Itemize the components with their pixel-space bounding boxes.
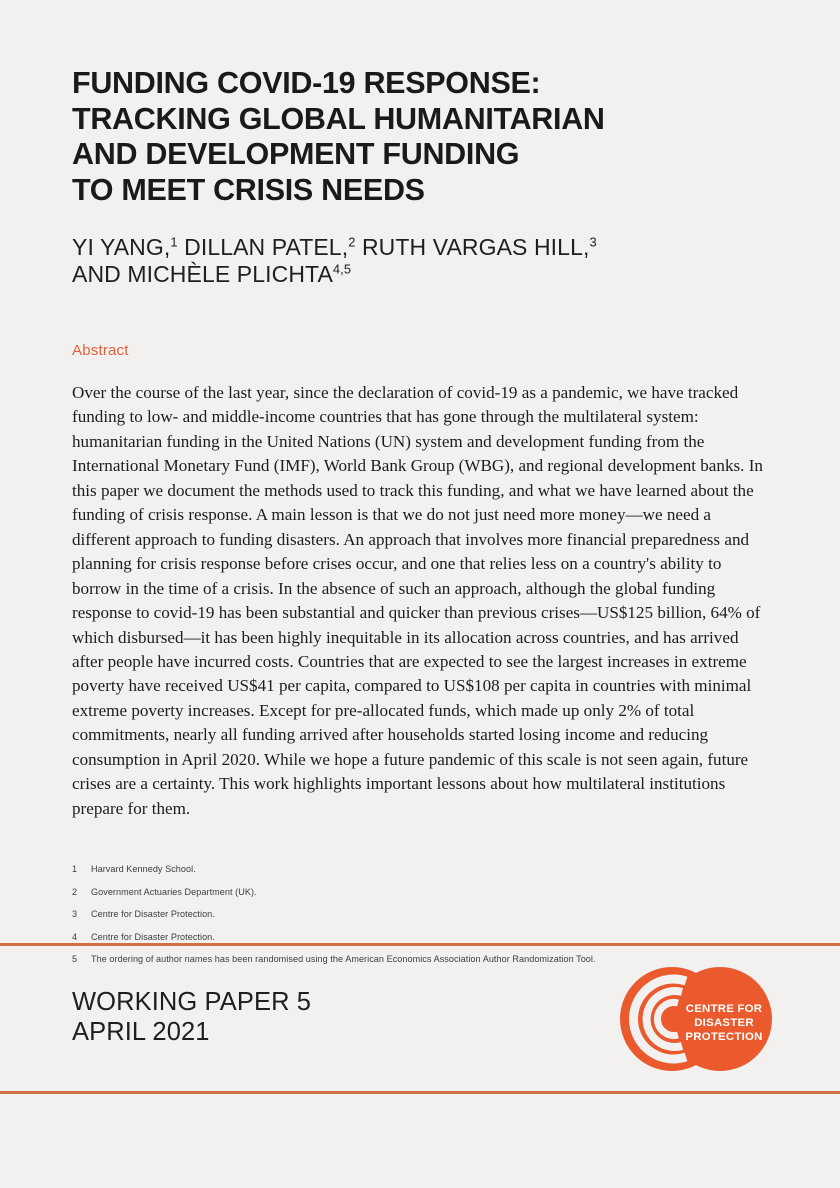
logo-text-line-3: PROTECTION <box>685 1030 763 1043</box>
logo-svg <box>620 967 772 1071</box>
centre-for-disaster-protection-logo <box>620 967 772 1071</box>
footnote-number: 1 <box>72 864 78 875</box>
working-paper-number: 5 <box>296 987 312 1016</box>
footnote-item <box>72 908 768 920</box>
author-footnote-ref-3: 3 <box>589 234 597 250</box>
author-footnote-ref-45: 4,5 <box>332 261 352 277</box>
author-name-4: AND MICHÈLE PLICHTA <box>72 261 333 287</box>
footnote-text: The ordering of author names has been randomised using the American Economics Association Author Randomization Tool. <box>91 954 596 965</box>
page-footer <box>0 946 840 1091</box>
abstract-heading: Abstract <box>72 342 129 359</box>
divider-bottom <box>0 1091 840 1094</box>
title-line-1: FUNDING COVID-19 RESPONSE: <box>72 66 541 100</box>
footnote-item <box>72 931 768 943</box>
footnote-text: Government Actuaries Department (UK). <box>91 886 257 897</box>
title-line-4: TO MEET CRISIS NEEDS <box>72 172 425 207</box>
title-line-2: TRACKING GLOBAL HUMANITARIAN <box>72 101 605 136</box>
footnote-number: 3 <box>72 909 78 920</box>
working-paper-label: WORKING PAPER <box>72 987 297 1016</box>
author-footnote-ref-1: 1 <box>170 234 178 250</box>
author-list <box>72 208 712 288</box>
logo-text-line-2: DISASTER <box>694 1016 754 1029</box>
footnote-text: Centre for Disaster Protection. <box>91 931 215 942</box>
author-name-1: YI YANG, <box>72 234 171 260</box>
footnote-text: Centre for Disaster Protection. <box>91 909 215 920</box>
author-name-3: RUTH VARGAS HILL, <box>355 234 590 260</box>
author-name-2: DILLAN PATEL, <box>177 234 349 260</box>
footnote-number: 2 <box>72 886 78 897</box>
publication-date: APRIL 2021 <box>72 1017 210 1046</box>
abstract-text: Over the course of the last year, since the declaration of covid-19 as a pandemic, we have tracked funding to low- and middle-income countries that has gone through the multilateral system: humanitarian funding in the United Nations (UN) system and development funding from the International Monetary Fund (IMF), World Bank Group (WBG), and regional development banks. In this paper we document the methods used to track this funding, and what we have learned about the funding of crisis response. A main lesson is that we do not just need more money—we need a different approach to funding disasters. An approach that involves more financial preparedness and planning for crisis response before crises occur, and one that relies less on a country's ability to borrow in the time of a crisis. In the absence of such an approach, although the global funding response to covid-19 has been substantial and quicker than previous crises—US$125 billion, 64% of which disbursed—it has been highly inequitable in its allocation across countries, and has arrived after people have incurred costs. Countries that are expected to see the largest increases in extreme poverty have received US$41 per capita, compared to US$108 per capita in countries with minimal extreme poverty increases. Except for pre-allocated funds, which made up only 2% of total commitments, nearly all funding arrived after households started losing income and reducing consumption in April 2020. While we hope a future pandemic of this scale is not seen again, future crises are a certainty. This work highlights important lessons about how multilateral institutions prepare for them. <box>72 383 763 818</box>
footnote-item <box>72 886 768 898</box>
logo-text-line-1: CENTRE FOR <box>685 1002 763 1015</box>
page-title <box>72 0 732 208</box>
working-paper-line <box>72 987 311 1017</box>
footnote-number: 5 <box>72 954 78 965</box>
footnote-number: 4 <box>72 931 78 942</box>
title-line-3: AND DEVELOPMENT FUNDING <box>72 137 520 171</box>
footnote-text: Harvard Kennedy School. <box>91 864 196 875</box>
footnote-item <box>72 863 768 875</box>
working-paper-info <box>72 987 311 1051</box>
author-footnote-ref-2: 2 <box>348 234 356 250</box>
